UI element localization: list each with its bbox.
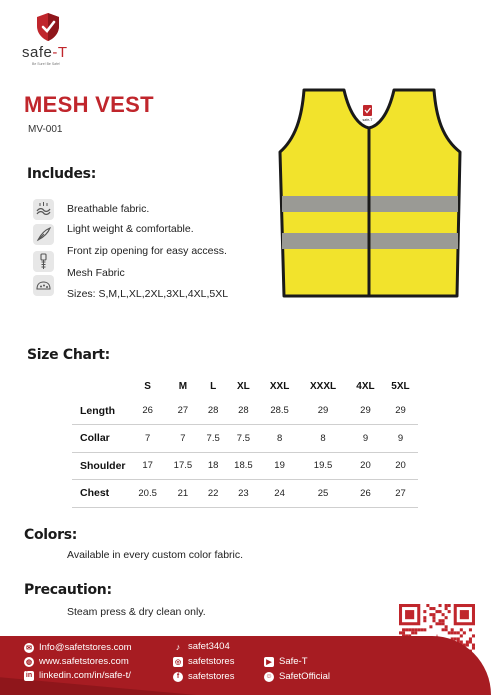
size-cell: 18: [201, 452, 226, 480]
size-chart-row: [72, 452, 418, 480]
footer-website[interactable]: [24, 656, 129, 667]
size-chart-row: [72, 397, 418, 425]
size-chart-header-row: [72, 375, 418, 397]
footer-email[interactable]: [24, 642, 132, 653]
product-code: MV-001: [28, 124, 63, 135]
product-title: MESH VEST: [24, 92, 154, 117]
footer-snapchat[interactable]: [264, 671, 330, 682]
svg-text:safe-T: safe-T: [362, 118, 373, 122]
size-cell: 26: [348, 480, 383, 508]
size-cell: 22: [201, 480, 226, 508]
size-cell: 29: [383, 397, 418, 425]
size-col-header: L: [210, 380, 217, 392]
size-cell: 9: [383, 425, 418, 453]
size-cell: 24: [261, 480, 298, 508]
footer-facebook[interactable]: [173, 671, 234, 682]
size-cell: 29: [298, 397, 348, 425]
mesh-vest-image: [276, 86, 462, 304]
size-cell: 8: [261, 425, 298, 453]
colors-text: Available in every custom color fabric.: [67, 549, 244, 561]
footer-instagram-text: safetstores: [188, 656, 235, 667]
footer-instagram[interactable]: [173, 656, 234, 667]
size-cell: 19: [261, 452, 298, 480]
includes-heading: Includes:: [27, 166, 96, 182]
size-col-header: XL: [237, 380, 250, 392]
size-cell: 28: [226, 397, 261, 425]
size-chart-table: [72, 375, 418, 508]
youtube-icon: ▶: [264, 657, 274, 667]
facebook-icon: f: [173, 672, 183, 682]
size-cell: 20: [383, 452, 418, 480]
size-row-label: Length: [72, 397, 130, 425]
logo-wordmark: safe-T: [22, 44, 68, 61]
size-row-label: Chest: [72, 480, 130, 508]
size-cell: 28: [201, 397, 226, 425]
size-cell: 25: [298, 480, 348, 508]
mesh-icon: [33, 275, 54, 296]
size-cell: 7.5: [226, 425, 261, 453]
size-cell: 19.5: [298, 452, 348, 480]
size-cell: 20: [348, 452, 383, 480]
snapchat-icon: ☺: [265, 673, 273, 680]
footer-snapchat-text: SafetOfficial: [279, 671, 331, 682]
zipper-icon: [33, 251, 54, 272]
size-cell: 8: [298, 425, 348, 453]
size-row-label: Shoulder: [72, 452, 130, 480]
colors-heading: Colors:: [24, 527, 78, 543]
size-cell: 29: [348, 397, 383, 425]
size-cell: 27: [383, 480, 418, 508]
feather-icon: [33, 224, 54, 245]
footer-facebook-text: safetstores: [188, 671, 235, 682]
size-cell: 7: [165, 425, 200, 453]
size-cell: 20.5: [130, 480, 165, 508]
size-cell: 21: [165, 480, 200, 508]
size-cell: 7.5: [201, 425, 226, 453]
logo-tagline: Be Sure! Be Safe!: [32, 62, 61, 66]
size-cell: 7: [130, 425, 165, 453]
footer-email-text: Info@safetstores.com: [39, 642, 132, 653]
feature-lightweight: Light weight & comfortable.: [67, 223, 194, 235]
size-cell: 26: [130, 397, 165, 425]
size-cell: 23: [226, 480, 261, 508]
size-cell: 17.5: [165, 452, 200, 480]
feature-mesh-fabric: Mesh Fabric: [67, 267, 125, 279]
size-col-header: 4XL: [356, 380, 375, 392]
feature-front-zip: Front zip opening for easy access.: [67, 245, 227, 257]
size-cell: 9: [348, 425, 383, 453]
size-col-header: S: [144, 380, 151, 392]
size-col-header: M: [178, 380, 188, 392]
size-cell: 27: [165, 397, 200, 425]
footer-tiktok[interactable]: [173, 641, 230, 652]
footer-youtube-text: Safe-T: [279, 656, 308, 667]
precaution-heading: Precaution:: [24, 582, 112, 598]
footer-tiktok-text: safet3404: [188, 641, 230, 652]
instagram-icon: ◎: [174, 658, 182, 666]
size-cell: 18.5: [226, 452, 261, 480]
globe-icon: ◍: [25, 658, 33, 666]
size-row-label: Collar: [72, 425, 130, 453]
feature-breathable: Breathable fabric.: [67, 203, 150, 215]
precaution-text: Steam press & dry clean only.: [67, 606, 206, 618]
footer-website-text: www.safetstores.com: [39, 656, 129, 667]
size-col-header: XXL: [269, 380, 290, 392]
size-chart-row: [72, 425, 418, 453]
size-chart-corner: [72, 375, 130, 397]
footer-youtube[interactable]: [264, 656, 308, 667]
feature-sizes: Sizes: S,M,L,XL,2XL,3XL,4XL,5XL: [67, 288, 229, 300]
linkedin-icon: in: [25, 672, 33, 679]
tiktok-icon: ♪: [175, 641, 181, 652]
footer-linkedin[interactable]: [24, 670, 131, 681]
size-col-header: XXXL: [309, 380, 337, 392]
shield-check-icon: [35, 12, 61, 42]
size-cell: 17: [130, 452, 165, 480]
size-cell: 28.5: [261, 397, 298, 425]
footer-linkedin-text: linkedin.com/in/safe-t/: [39, 670, 131, 681]
fabric-icon: [33, 199, 54, 220]
size-chart-heading: Size Chart:: [27, 347, 110, 363]
size-col-header: 5XL: [391, 380, 410, 392]
size-chart-row: [72, 480, 418, 508]
email-icon: ✉: [24, 643, 34, 653]
